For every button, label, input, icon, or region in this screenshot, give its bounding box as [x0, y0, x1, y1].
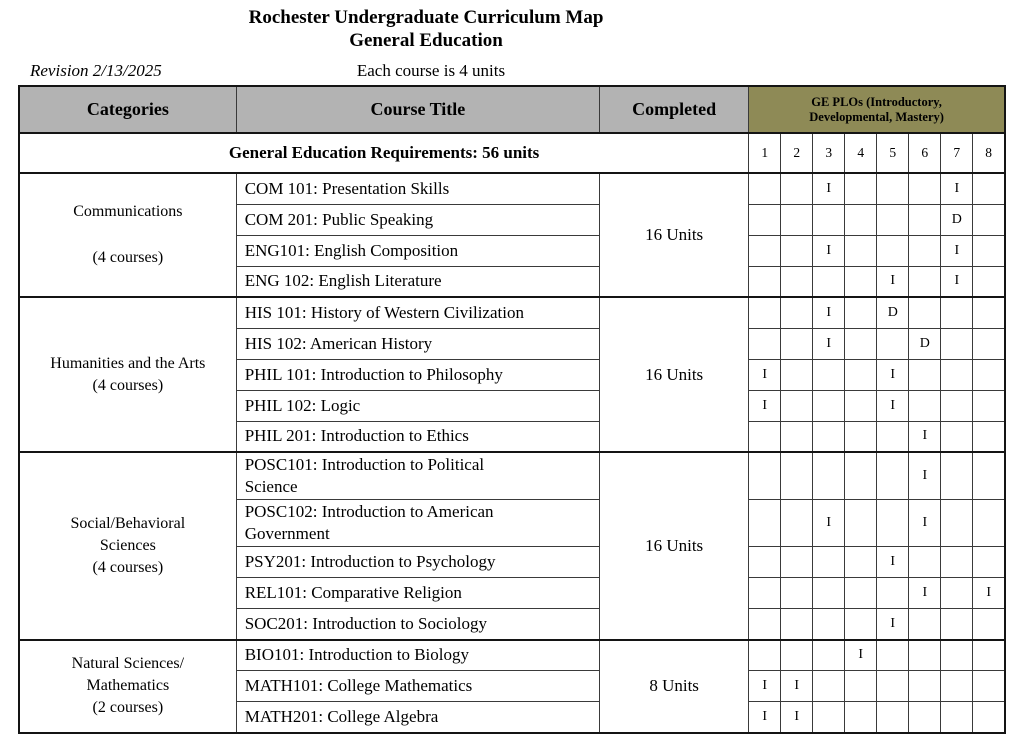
plo-marker-cell [941, 452, 973, 500]
plo-marker-cell [877, 235, 909, 266]
plo-marker-cell [845, 702, 877, 733]
plo-marker-cell [941, 297, 973, 328]
plo-marker-cell [941, 328, 973, 359]
plo-marker-cell [781, 173, 813, 204]
header-categories: Categories [19, 86, 236, 133]
course-title-cell: POSC101: Introduction to Political Science [236, 452, 599, 500]
plo-marker-cell [973, 702, 1005, 733]
course-title-cell: PHIL 201: Introduction to Ethics [236, 421, 599, 452]
course-title-cell: ENG101: English Composition [236, 235, 599, 266]
plo-marker-cell [749, 266, 781, 297]
plo-marker-cell: D [909, 328, 941, 359]
plo-marker-cell [749, 578, 781, 609]
plo-marker-cell: I [877, 547, 909, 578]
plo-marker-cell [781, 578, 813, 609]
plo-marker-cell: I [909, 452, 941, 500]
plo-marker-cell [845, 500, 877, 547]
category-name-line: Sciences [99, 536, 156, 554]
plo-number-5: 5 [877, 133, 909, 173]
plo-marker-cell [845, 452, 877, 500]
plo-marker-cell [973, 547, 1005, 578]
plo-marker-cell [909, 359, 941, 390]
category-cell [19, 297, 236, 452]
plo-marker-cell [973, 204, 1005, 235]
plo-marker-cell: I [877, 359, 909, 390]
plo-marker-cell [781, 421, 813, 452]
plo-marker-cell [749, 547, 781, 578]
category-course-count: (2 courses) [92, 699, 164, 716]
plo-marker-cell [941, 640, 973, 671]
plo-marker-cell [845, 578, 877, 609]
completed-units-cell: 16 Units [600, 173, 749, 297]
category-cell [19, 452, 236, 640]
plo-marker-cell [845, 547, 877, 578]
plo-marker-cell [813, 452, 845, 500]
plo-marker-cell [941, 500, 973, 547]
plo-marker-cell: I [813, 235, 845, 266]
plo-marker-cell: D [941, 204, 973, 235]
plo-marker-cell [813, 359, 845, 390]
plo-marker-cell [845, 421, 877, 452]
plo-marker-cell [941, 421, 973, 452]
plo-marker-cell [909, 702, 941, 733]
plo-marker-cell: I [749, 702, 781, 733]
category-name-line: Social/Behavioral [70, 514, 186, 532]
curriculum-table [18, 85, 1006, 734]
plo-marker-cell [749, 297, 781, 328]
category-course-count: (4 courses) [92, 558, 164, 576]
plo-marker-cell [973, 173, 1005, 204]
header-course-title: Course Title [236, 86, 599, 133]
plo-marker-cell [749, 609, 781, 640]
requirements-row [19, 133, 1005, 173]
plo-marker-cell [909, 235, 941, 266]
course-title-cell: PHIL 102: Logic [236, 390, 599, 421]
plo-number-4: 4 [845, 133, 877, 173]
plo-marker-cell: I [813, 500, 845, 547]
plo-marker-cell [877, 204, 909, 235]
units-note: Each course is 4 units [356, 61, 506, 80]
title-line-2: General Education [349, 30, 503, 51]
plo-marker-cell [749, 328, 781, 359]
plo-marker-cell [877, 421, 909, 452]
plo-marker-cell [973, 328, 1005, 359]
plo-marker-cell [941, 671, 973, 702]
plo-marker-cell [781, 297, 813, 328]
plo-marker-cell [877, 328, 909, 359]
category-name-line: Humanities and the Arts [50, 354, 206, 372]
plo-marker-cell [877, 702, 909, 733]
course-title-cell: ENG 102: English Literature [236, 266, 599, 297]
requirements-label: General Education Requirements: 56 units [19, 133, 749, 173]
plo-marker-cell [909, 547, 941, 578]
plo-marker-cell [845, 328, 877, 359]
plo-marker-cell [909, 204, 941, 235]
plo-marker-cell: I [749, 390, 781, 421]
course-row [19, 173, 1005, 204]
plo-marker-cell: I [973, 578, 1005, 609]
plo-marker-cell: D [877, 297, 909, 328]
plo-marker-cell [813, 266, 845, 297]
plo-marker-cell [781, 204, 813, 235]
plo-marker-cell [973, 421, 1005, 452]
ge-plos-line-2: Developmental, Mastery) [809, 109, 944, 124]
category-cell [19, 640, 236, 733]
document-title [0, 6, 852, 52]
plo-marker-cell [749, 640, 781, 671]
plo-marker-cell [813, 421, 845, 452]
plo-marker-cell [749, 500, 781, 547]
plo-marker-cell [877, 173, 909, 204]
plo-marker-cell: I [813, 173, 845, 204]
revision-date: Revision 2/13/2025 [30, 61, 162, 80]
course-title-cell: PSY201: Introduction to Psychology [236, 547, 599, 578]
category-cell [19, 173, 236, 297]
plo-marker-cell [813, 204, 845, 235]
plo-marker-cell [941, 702, 973, 733]
plo-marker-cell [973, 452, 1005, 500]
course-title-cell: SOC201: Introduction to Sociology [236, 609, 599, 640]
plo-marker-cell [845, 297, 877, 328]
plo-marker-cell [941, 609, 973, 640]
plo-marker-cell [781, 500, 813, 547]
plo-marker-cell: I [941, 266, 973, 297]
category-name-line: Natural Sciences/ [71, 655, 185, 672]
plo-marker-cell [973, 640, 1005, 671]
plo-marker-cell [877, 500, 909, 547]
plo-marker-cell [781, 547, 813, 578]
plo-marker-cell [781, 452, 813, 500]
plo-marker-cell [749, 235, 781, 266]
plo-marker-cell [877, 640, 909, 671]
plo-marker-cell [973, 609, 1005, 640]
course-title-cell: HIS 101: History of Western Civilization [236, 297, 599, 328]
course-title-cell: BIO101: Introduction to Biology [236, 640, 599, 671]
category-name-line: Mathematics [86, 677, 170, 694]
plo-marker-cell [781, 266, 813, 297]
plo-marker-cell [781, 328, 813, 359]
course-row [19, 297, 1005, 328]
plo-marker-cell [845, 173, 877, 204]
plo-marker-cell [845, 671, 877, 702]
plo-marker-cell [973, 266, 1005, 297]
plo-marker-cell [941, 390, 973, 421]
plo-marker-cell [749, 421, 781, 452]
plo-marker-cell: I [877, 609, 909, 640]
plo-marker-cell [877, 452, 909, 500]
plo-number-2: 2 [781, 133, 813, 173]
plo-marker-cell [973, 235, 1005, 266]
category-course-count: (4 courses) [92, 376, 164, 394]
plo-marker-cell [909, 173, 941, 204]
course-title-cell: POSC102: Introduction to American Government [236, 500, 599, 547]
plo-marker-cell [845, 235, 877, 266]
plo-marker-cell [941, 578, 973, 609]
plo-number-3: 3 [813, 133, 845, 173]
plo-marker-cell [973, 390, 1005, 421]
plo-marker-cell [909, 640, 941, 671]
course-title-cell: MATH101: College Mathematics [236, 671, 599, 702]
plo-marker-cell [845, 266, 877, 297]
plo-marker-cell [749, 173, 781, 204]
plo-marker-cell [813, 578, 845, 609]
plo-marker-cell [813, 671, 845, 702]
title-line-1: Rochester Undergraduate Curriculum Map [248, 7, 604, 28]
plo-marker-cell [941, 359, 973, 390]
course-title-cell: HIS 102: American History [236, 328, 599, 359]
plo-marker-cell [781, 390, 813, 421]
plo-marker-cell [813, 547, 845, 578]
plo-marker-cell: I [909, 500, 941, 547]
plo-marker-cell: I [845, 640, 877, 671]
plo-marker-cell: I [877, 266, 909, 297]
plo-marker-cell: I [877, 390, 909, 421]
plo-marker-cell [909, 266, 941, 297]
plo-marker-cell [845, 204, 877, 235]
completed-units-cell: 16 Units [600, 297, 749, 452]
plo-marker-cell [749, 452, 781, 500]
course-title-cell: COM 201: Public Speaking [236, 204, 599, 235]
course-row [19, 452, 1005, 500]
plo-number-8: 8 [973, 133, 1005, 173]
plo-marker-cell: I [941, 235, 973, 266]
plo-marker-cell [909, 390, 941, 421]
plo-number-1: 1 [749, 133, 781, 173]
plo-marker-cell [813, 609, 845, 640]
category-course-count: (4 courses) [92, 249, 164, 266]
plo-marker-cell: I [909, 578, 941, 609]
plo-marker-cell [781, 609, 813, 640]
plo-marker-cell [877, 578, 909, 609]
plo-marker-cell [781, 640, 813, 671]
plo-number-7: 7 [941, 133, 973, 173]
plo-marker-cell [845, 359, 877, 390]
plo-marker-cell [845, 609, 877, 640]
plo-marker-cell [845, 390, 877, 421]
plo-marker-cell [909, 609, 941, 640]
plo-marker-cell [749, 204, 781, 235]
completed-units-cell: 8 Units [600, 640, 749, 733]
plo-marker-cell [813, 640, 845, 671]
plo-marker-cell: I [813, 328, 845, 359]
plo-marker-cell: I [813, 297, 845, 328]
ge-plos-line-1: GE PLOs (Introductory, [811, 94, 942, 109]
plo-marker-cell [813, 390, 845, 421]
header-ge-plos [749, 86, 1005, 133]
plo-marker-cell [973, 500, 1005, 547]
plo-marker-cell [813, 702, 845, 733]
plo-marker-cell: I [749, 359, 781, 390]
plo-marker-cell [877, 671, 909, 702]
course-title-cell: COM 101: Presentation Skills [236, 173, 599, 204]
header-completed: Completed [600, 86, 749, 133]
plo-marker-cell: I [781, 702, 813, 733]
plo-marker-cell [973, 359, 1005, 390]
completed-units-cell: 16 Units [600, 452, 749, 640]
plo-marker-cell [781, 359, 813, 390]
plo-marker-cell [973, 671, 1005, 702]
curriculum-table-body [19, 133, 1005, 733]
plo-marker-cell: I [941, 173, 973, 204]
plo-marker-cell [781, 235, 813, 266]
course-title-cell: MATH201: College Algebra [236, 702, 599, 733]
course-title-cell: REL101: Comparative Religion [236, 578, 599, 609]
course-row [19, 640, 1005, 671]
plo-marker-cell [909, 671, 941, 702]
plo-marker-cell: I [781, 671, 813, 702]
plo-marker-cell [973, 297, 1005, 328]
course-title-cell: PHIL 101: Introduction to Philosophy [236, 359, 599, 390]
category-name-line: Communications [73, 203, 183, 220]
plo-marker-cell: I [749, 671, 781, 702]
plo-marker-cell: I [909, 421, 941, 452]
table-header-row [19, 86, 1005, 133]
plo-number-6: 6 [909, 133, 941, 173]
plo-marker-cell [909, 297, 941, 328]
plo-marker-cell [941, 547, 973, 578]
